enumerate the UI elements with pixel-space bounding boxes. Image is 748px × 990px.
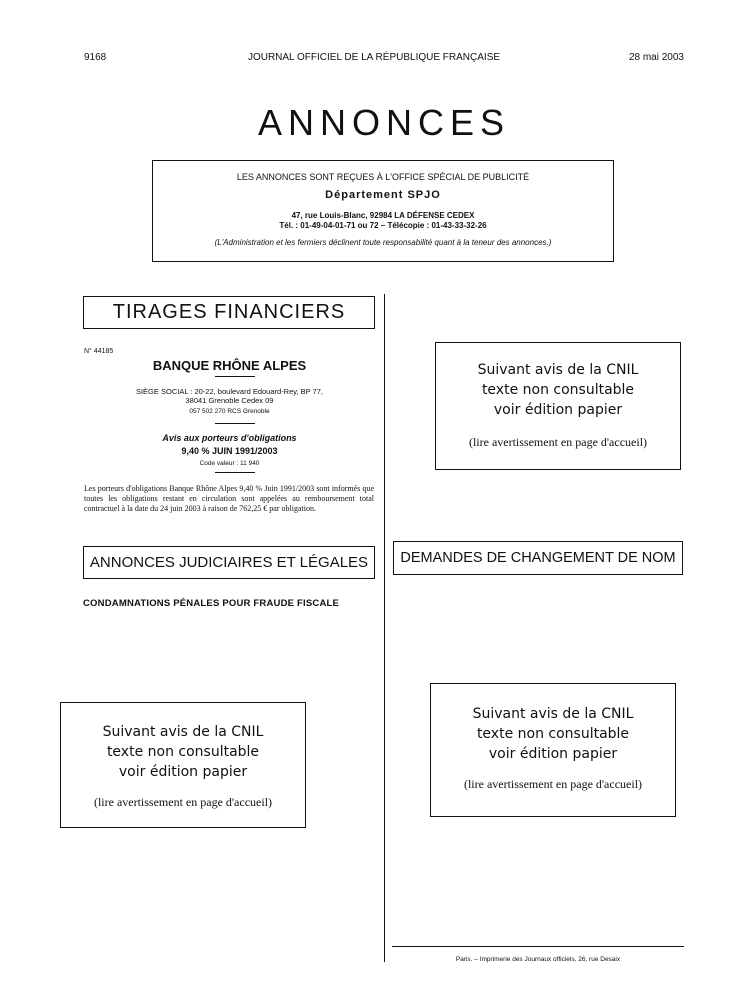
- footer-divider: [392, 946, 684, 947]
- divider: [215, 423, 255, 424]
- bank-address-line: 38041 Grenoble Cedex 09: [185, 396, 274, 405]
- notice-number: N° 44185: [84, 348, 114, 355]
- subsection-heading: CONDAMNATIONS PÉNALES POUR FRAUDE FISCALE: [83, 598, 340, 609]
- cnil-notice: [435, 342, 681, 470]
- cnil-note: (lire avertissement en page d'accueil): [468, 435, 648, 449]
- cnil-text-line: texte non consultable: [476, 726, 630, 742]
- cnil-note: (lire avertissement en page d'accueil): [93, 795, 273, 809]
- page-date: 28 mai 2003: [628, 52, 684, 63]
- cnil-text-line: voir édition papier: [493, 402, 623, 418]
- column-divider: [384, 294, 385, 962]
- cnil-text-line: Suivant avis de la CNIL: [477, 362, 639, 378]
- bank-name: BANQUE RHÔNE ALPES: [152, 358, 307, 373]
- publicity-info-box: [152, 160, 614, 262]
- cnil-text-line: Suivant avis de la CNIL: [472, 706, 634, 722]
- bank-address-line: SIÈGE SOCIAL : 20-22, boulevard Edouard-Rey, BP 77,: [135, 387, 324, 396]
- page-title: ANNONCES: [257, 102, 511, 143]
- divider: [215, 376, 255, 377]
- bank-rcs: 057 502 270 RCS Grenoble: [189, 408, 270, 415]
- cnil-text-line: voir édition papier: [118, 764, 248, 780]
- notice-code: Code valeur : 11 940: [199, 460, 260, 467]
- page-number: 9168: [84, 52, 107, 63]
- divider: [215, 472, 255, 473]
- disclaimer: (L'Administration et les fermiers déclinent toute responsabilité quant à la teneur des annonces.): [214, 238, 552, 247]
- notice-body: Les porteurs d'obligations Banque Rhône Alpes 9,40 % Juin 1991/2003 sont informés que toutes les obligations restant en circulation sont appelées au remboursement total contractuel à la date du 24 juin 2003 à raison de 762,25 € par obligation.: [84, 484, 374, 513]
- department-address: 47, rue Louis-Blanc, 92984 LA DÉFENSE CEDEX: [291, 211, 475, 220]
- department-phone: Tél. : 01-49-04-01-71 ou 72 – Télécopie : 01-43-33-32-26: [279, 221, 487, 230]
- notice-subtitle: 9,40 % JUIN 1991/2003: [181, 446, 278, 456]
- cnil-text-line: voir édition papier: [488, 746, 618, 762]
- section-heading-judiciaires: ANNONCES JUDICIAIRES ET LÉGALES: [83, 546, 375, 579]
- notice-title: Avis aux porteurs d'obligations: [162, 433, 297, 443]
- cnil-text-line: Suivant avis de la CNIL: [102, 724, 264, 740]
- bank-address: [84, 387, 375, 405]
- cnil-text-line: texte non consultable: [481, 382, 635, 398]
- cnil-note: (lire avertissement en page d'accueil): [463, 777, 643, 791]
- journal-title: JOURNAL OFFICIEL DE LA RÉPUBLIQUE FRANÇAISE: [247, 52, 501, 63]
- section-heading-changement-nom: DEMANDES DE CHANGEMENT DE NOM: [393, 541, 683, 575]
- department-name: Département SPJO: [325, 189, 441, 201]
- cnil-notice: [430, 683, 676, 817]
- section-heading-tirages: TIRAGES FINANCIERS: [83, 296, 375, 329]
- cnil-text-line: texte non consultable: [106, 744, 260, 760]
- printer-footer: Paris. – Imprimerie des Journaux officiels, 26, rue Desaix: [455, 956, 621, 963]
- cnil-notice: [60, 702, 306, 828]
- info-line: LES ANNONCES SONT REÇUES À L'OFFICE SPÉCIAL DE PUBLICITÉ: [236, 172, 530, 182]
